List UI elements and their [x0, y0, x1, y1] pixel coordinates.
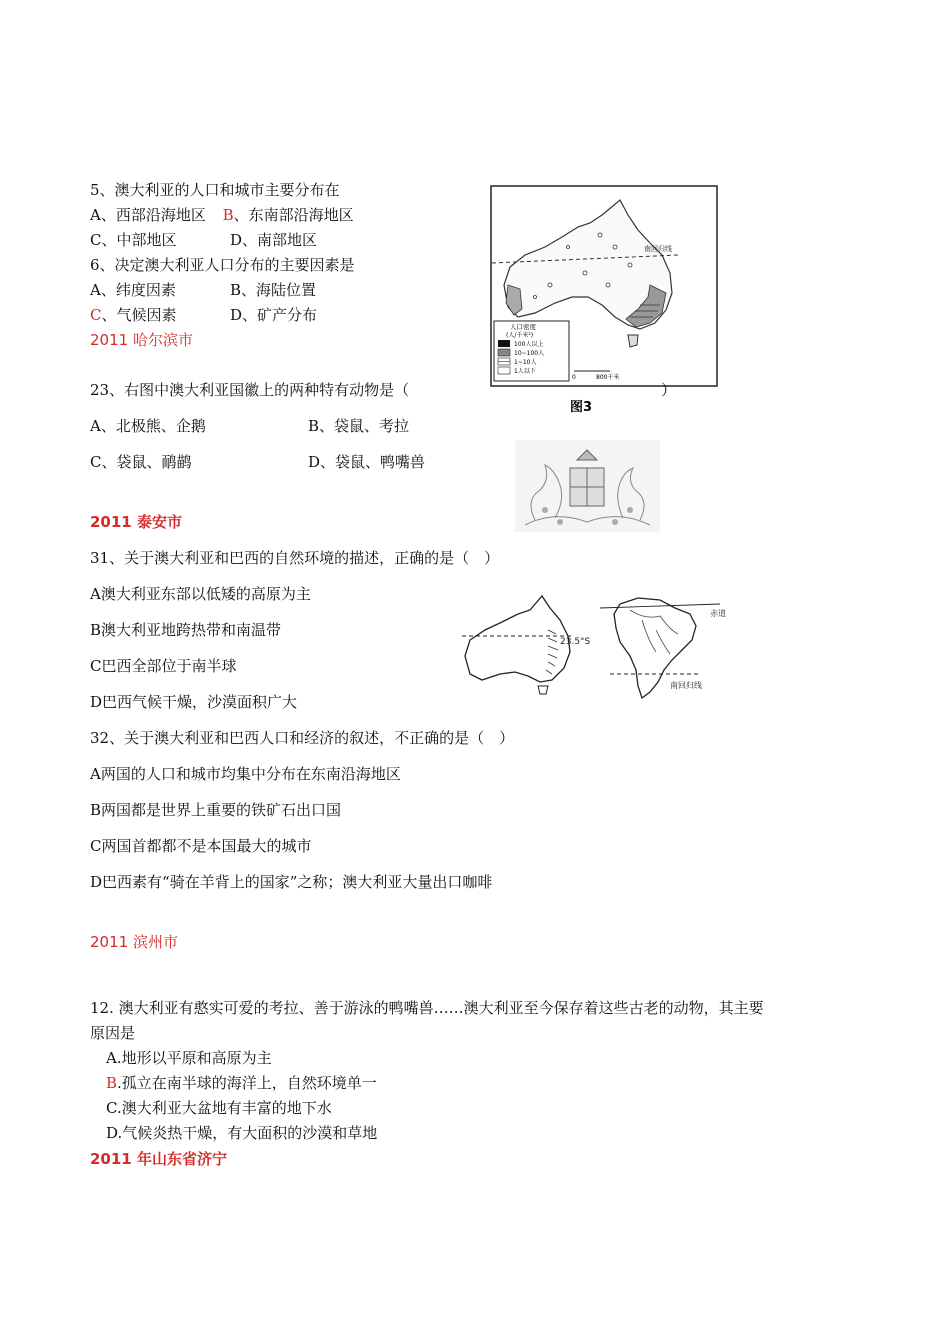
australia-brazil-map	[460, 590, 740, 705]
q23-stem-line	[90, 380, 676, 400]
q12-option-b-line	[106, 1073, 377, 1093]
source-label-harbin: 2011 哈尔滨市	[90, 331, 193, 349]
q6-option-a: A、纬度因素	[90, 281, 176, 299]
map1-scale-label: 800千米	[596, 374, 620, 381]
q32-option-b: B两国都是世界上重要的铁矿石出口国	[90, 801, 342, 819]
q31-option-c: C巴西全部位于南半球	[90, 657, 237, 675]
q23-option-d: D、袋鼠、鸭嘴兽	[308, 453, 426, 471]
q23-option-c: C、袋鼠、鸸鹋	[90, 453, 192, 471]
q31-stem: 31、关于澳大利亚和巴西的自然环境的描述，正确的是（ ）	[90, 549, 500, 567]
q5-option-a: A、西部沿海地区	[90, 206, 206, 224]
q6-option-c-text: 、气候因素	[101, 306, 177, 324]
q31-option-a: A澳大利亚东部以低矮的高原为主	[90, 585, 311, 603]
q6-option-b: B、海陆位置	[230, 281, 317, 299]
q32-option-c: C两国首都都不是本国最大的城市	[90, 837, 312, 855]
map1-legend-item-3: 1~10人	[514, 359, 537, 366]
q12-stem-line2: 原因是	[90, 1024, 136, 1042]
q5-option-b-text: 、东南部沿海地区	[233, 206, 354, 224]
map1-legend-item-1: 100人以上	[514, 341, 544, 348]
q6-options-cd	[90, 305, 317, 325]
q32-option-d: D巴西素有“骑在羊背上的国家”之称；澳大利亚大量出口咖啡	[90, 873, 493, 891]
source-label-binzhou: 2011 滨州市	[90, 933, 178, 951]
q23-options-ab	[90, 416, 409, 436]
map2-lat-label: 23.5°S	[560, 637, 591, 647]
q5-option-c: C、中部地区	[90, 231, 177, 249]
q31-option-d: D巴西气候干燥，沙漠面积广大	[90, 693, 298, 711]
q5-options-ab	[90, 205, 354, 225]
map1-legend-item-4: 1人以下	[514, 368, 536, 375]
q23-close: ）	[661, 381, 677, 399]
q6-option-d: D、矿产分布	[230, 306, 318, 324]
map1-legend-title: 人口密度	[510, 323, 536, 331]
q12-option-a: A.地形以平原和高原为主	[106, 1049, 272, 1067]
q23-options-cd	[90, 452, 425, 472]
map1-tropic-label: 南回归线	[644, 245, 672, 253]
q31-option-b: B澳大利亚地跨热带和南温带	[90, 621, 282, 639]
source-label-jining: 2011 年山东省济宁	[90, 1150, 227, 1168]
q12-option-b-letter: B	[106, 1074, 118, 1092]
q12-option-c: C.澳大利亚大盆地有丰富的地下水	[106, 1099, 332, 1117]
q5-option-d: D、南部地区	[230, 231, 318, 249]
q12-stem-line1: 12. 澳大利亚有憨实可爱的考拉、善于游泳的鸭嘴兽……澳大利亚至今保存着这些古老的动物，其主要	[90, 999, 764, 1017]
australia-coat-of-arms-image	[515, 440, 660, 532]
map1-legend-item-2: 10~100人	[514, 350, 545, 357]
q6-options-ab	[90, 280, 316, 300]
q6-stem: 6、决定澳大利亚人口分布的主要因素是	[90, 256, 355, 274]
q32-stem: 32、关于澳大利亚和巴西人口和经济的叙述，不正确的是（ ）	[90, 729, 515, 747]
q5-options-cd	[90, 230, 317, 250]
q23-option-a: A、北极熊、企鹅	[90, 417, 206, 435]
map2-equator-label: 赤道	[710, 609, 726, 618]
q23-option-b: B、袋鼠、考拉	[308, 417, 410, 435]
q32-option-a: A两国的人口和城市均集中分布在东南沿海地区	[90, 765, 401, 783]
q12-option-b-text: .孤立在南半球的海洋上，自然环境单一	[117, 1074, 377, 1092]
map1-scale-zero: 0	[572, 374, 576, 381]
q6-option-c-letter: C	[90, 306, 102, 324]
q12-option-d: D.气候炎热干燥，有大面积的沙漠和草地	[106, 1124, 378, 1142]
map1-caption: 图3	[570, 400, 593, 415]
source-label-taian: 2011 泰安市	[90, 513, 182, 531]
q5-option-b-letter: B	[222, 206, 234, 224]
q23-stem: 23、右图中澳大利亚国徽上的两种特有动物是（	[90, 381, 410, 399]
map1-legend-unit: (人/千米²)	[506, 332, 534, 339]
map2-tropic-label: 南回归线	[670, 681, 702, 690]
q5-stem: 5、澳大利亚的人口和城市主要分布在	[90, 181, 340, 199]
